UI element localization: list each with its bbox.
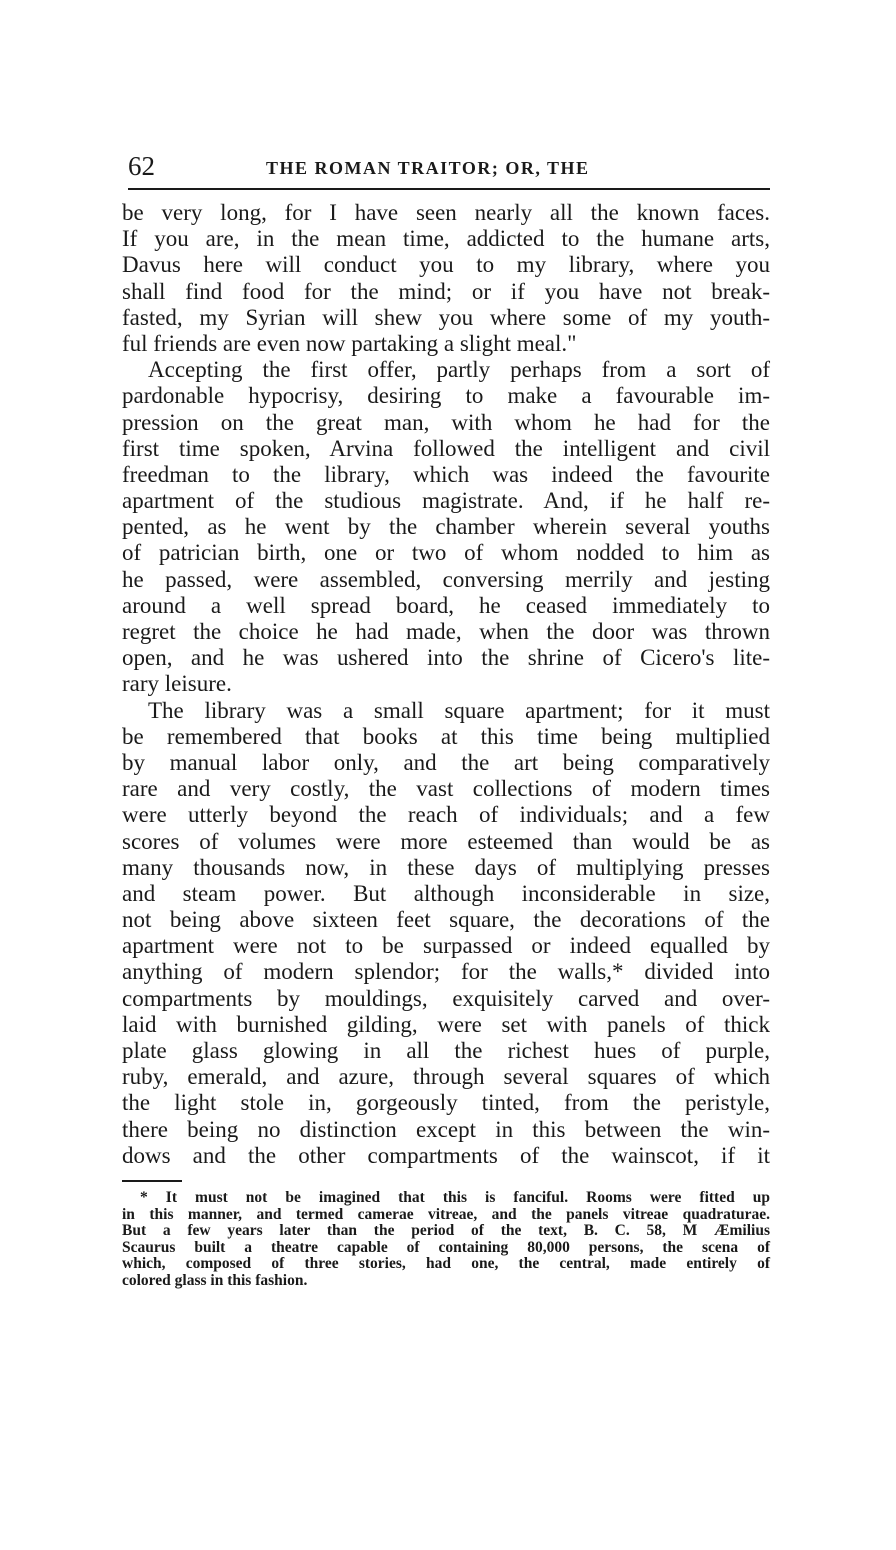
page-number: 62 bbox=[128, 151, 155, 181]
footnote-rule bbox=[122, 1180, 182, 1182]
text-line: Davus here will conduct you to my library, where you bbox=[122, 252, 770, 278]
text-line: plate glass glowing in all the richest hues of purple, bbox=[122, 1038, 770, 1063]
text-line: apartment were not to be surpassed or indeed equalled by bbox=[122, 933, 770, 959]
text-line: scores of volumes were more esteemed than would be as bbox=[122, 828, 770, 854]
text-line: freedman to the library, which was indeed the favourite bbox=[122, 461, 770, 487]
text-line: rare and very costly, the vast collections of modern times bbox=[122, 776, 770, 802]
text-line: apartment of the studious magistrate. And, if he half re- bbox=[122, 488, 770, 514]
text-line: he passed, were assembled, conversing merrily and jesting bbox=[122, 566, 770, 592]
text-line: and steam power. But although inconsiderable in size, bbox=[122, 880, 770, 906]
text-line: the light stole in, gorgeously tinted, from the peristyle, bbox=[122, 1090, 770, 1116]
text-line: compartments by mouldings, exquisitely carved and over- bbox=[122, 985, 770, 1011]
footnote-line: which, composed of three stories, had one, the central, made entirely of bbox=[122, 1255, 770, 1272]
footnote-line: * It must not be imagined that this is fanciful. Rooms were fitted up bbox=[140, 1189, 770, 1206]
text-line: pression on the great man, with whom he had for the bbox=[122, 409, 770, 435]
text-line: be very long, for I have seen nearly all the known faces. bbox=[122, 200, 770, 225]
text-line: pented, as he went by the chamber wherein several youths bbox=[122, 514, 770, 540]
text-line: by manual labor only, and the art being comparatively bbox=[122, 749, 770, 775]
text-line: laid with burnished gilding, were set with panels of thick bbox=[122, 1011, 770, 1037]
text-line: shall find food for the mind; or if you have not break- bbox=[122, 278, 770, 304]
text-line: open, and he was ushered into the shrine of Cicero's lite- bbox=[122, 645, 770, 671]
text-line: If you are, in the mean time, addicted to the humane arts, bbox=[122, 226, 770, 252]
text-line: ruby, emerald, and azure, through several squares of which bbox=[122, 1064, 770, 1090]
text-line: pardonable hypocrisy, desiring to make a favourable im- bbox=[122, 383, 770, 409]
text-line: regret the choice he had made, when the door was thrown bbox=[122, 619, 770, 644]
page-header bbox=[128, 150, 768, 182]
text-line: anything of modern splendor; for the walls,* divided into bbox=[122, 959, 770, 985]
text-line: rary leisure. bbox=[122, 671, 232, 697]
text-line: Accepting the first offer, partly perhaps from a sort of bbox=[148, 357, 770, 383]
footnote-line: in this manner, and termed camerae vitreae, and the panels vitreae quadraturae. bbox=[122, 1205, 770, 1223]
text-line: not being above sixteen feet square, the decorations of the bbox=[122, 907, 770, 933]
footnote-line: colored glass in this fashion. bbox=[122, 1271, 308, 1289]
text-line: around a well spread board, he ceased immediately to bbox=[122, 592, 770, 618]
running-title: THE ROMAN TRAITOR; OR, THE bbox=[266, 158, 590, 178]
text-line: there being no distinction except in this between the win- bbox=[122, 1116, 770, 1142]
text-line: be remembered that books at this time being multiplied bbox=[122, 723, 770, 749]
header-rule bbox=[128, 188, 770, 190]
text-line: were utterly beyond the reach of individuals; and a few bbox=[122, 802, 770, 828]
text-line: many thousands now, in these days of multiplying presses bbox=[122, 854, 770, 880]
text-line: The library was a small square apartment; for it must bbox=[148, 697, 770, 723]
text-line: first time spoken, Arvina followed the intelligent and civil bbox=[122, 435, 770, 461]
footnote-line: But a few years later than the period of the text, B. C. 58, M Æmilius bbox=[122, 1222, 770, 1239]
footnote bbox=[122, 1190, 770, 1289]
body-text bbox=[122, 200, 770, 1169]
text-line: dows and the other compartments of the wainscot, if it bbox=[122, 1142, 770, 1168]
text-line: fasted, my Syrian will shew you where some of my youth- bbox=[122, 304, 770, 330]
text-line: of patrician birth, one or two of whom nodded to him as bbox=[122, 540, 770, 566]
text-line: ful friends are even now partaking a slight meal." bbox=[122, 330, 577, 356]
footnote-line: Scaurus built a theatre capable of containing 80,000 persons, the scena of bbox=[122, 1238, 770, 1256]
